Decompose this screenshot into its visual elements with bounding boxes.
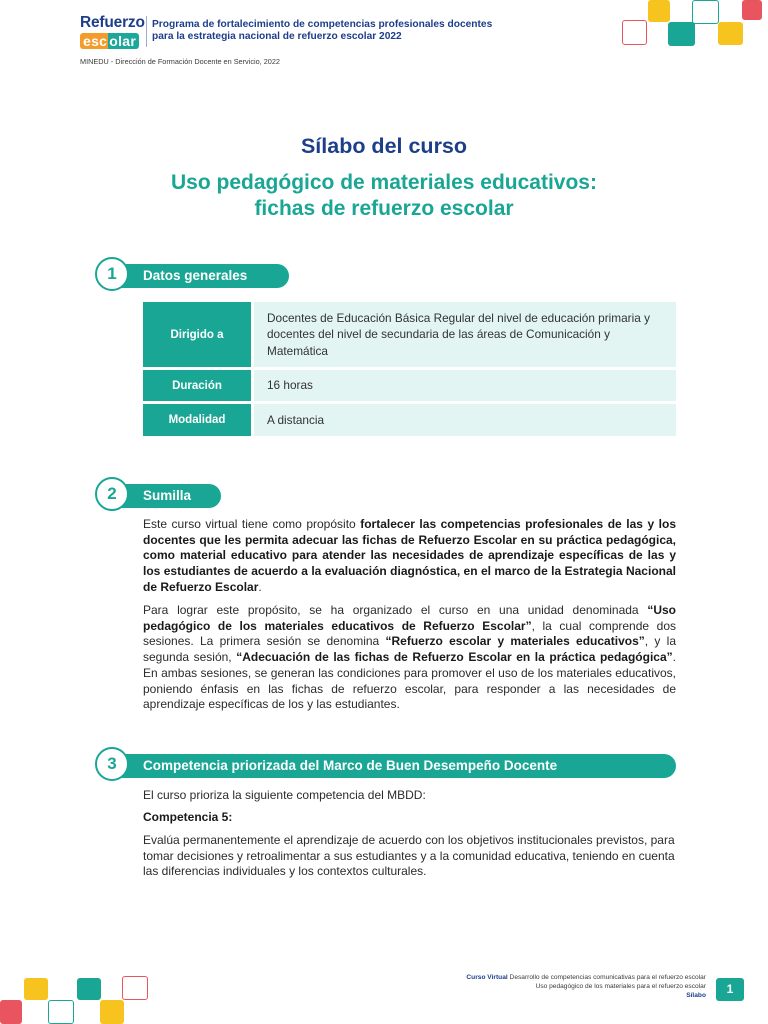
puzzle-piece-icon (122, 976, 148, 1000)
footer-course-name: Desarrollo de competencias comunicativas para el refuerzo escolar (507, 974, 706, 981)
section-label: Sumilla (143, 488, 192, 503)
puzzle-piece-icon (77, 978, 101, 1000)
page-number: 1 (716, 978, 744, 1001)
text-run: . En ambas sesiones, se generan las condiciones para promover el uso de los materiales educativos, poniendo énfasis en las fichas de refuerzo escolar, para responder a las necesidades de aprendizaje específicas de los y las estudiantes. (143, 650, 676, 712)
header-subtitle: MINEDU - Dirección de Formación Docente en Servicio, 2022 (80, 57, 280, 66)
puzzle-piece-icon (742, 0, 762, 20)
row-label: Modalidad (143, 404, 251, 436)
puzzle-piece-icon (100, 1000, 124, 1024)
row-value: 16 horas (254, 370, 676, 401)
row-label: Duración (143, 370, 251, 401)
bold-text-run: “Adecuación de las fichas de Refuerzo Escolar en la práctica pedagógica” (236, 650, 673, 665)
puzzle-piece-icon (692, 0, 719, 24)
header-divider (146, 16, 147, 47)
logo-text-bottom-a: esc (80, 33, 108, 49)
bold-text-run: “Uso pedagógico de los materiales educativos de Refuerzo Escolar” (143, 603, 676, 633)
section-label: Datos generales (143, 268, 248, 283)
bold-text-run: “Refuerzo escolar y materiales educativos” (385, 634, 645, 649)
table-row (143, 404, 676, 436)
section-number-badge: 2 (95, 477, 129, 511)
section-number-badge: 3 (95, 747, 129, 781)
bold-text-run: fortalecer las competencias profesionales de las y los docentes que les permita adecuar las fichas de Refuerzo Escolar en su práctica pedagógica, como material educativo para atender las necesidades de aprendizaje específicas de las y los estudiantes de acuerdo a la evaluación diagnóstica, en el marco de la Estrategia Nacional de Refuerzo Escolar (143, 517, 676, 594)
puzzle-piece-icon (622, 20, 647, 45)
logo-text-bottom (80, 33, 139, 50)
program-title: Programa de fortalecimiento de competencias profesionales docentes para la estrategia nacional de refuerzo escolar 2022 (152, 19, 493, 42)
footer-line-3: Sílabo (686, 992, 706, 999)
puzzle-piece-icon (668, 22, 695, 46)
course-title (0, 170, 768, 222)
course-title-line-2: fichas de refuerzo escolar (254, 197, 514, 220)
text-run: Este curso virtual tiene como propósito (143, 517, 361, 531)
sumilla-paragraph-2 (143, 603, 676, 713)
puzzle-piece-icon (718, 22, 743, 45)
general-data-table (143, 299, 676, 439)
logo-text-bottom-b: olar (108, 33, 139, 49)
text-run: , y la segunda sesión, (143, 634, 676, 665)
text-run: , la cual comprende dos sesiones. La primera sesión se denomina (143, 618, 677, 649)
text-run: Para lograr este propósito, se ha organizado el curso en una unidad denominada (143, 603, 648, 617)
footer-line-2: Uso pedagógico de los materiales para el refuerzo escolar (535, 983, 706, 990)
competencia-intro: El curso prioriza la siguiente competencia del MBDD: (143, 788, 426, 802)
course-title-line-1: Uso pedagógico de materiales educativos: (171, 171, 597, 194)
row-value: Docentes de Educación Básica Regular del nivel de educación primaria y docentes del nivel de secundaria de las áreas de Comunicación y Matemática (254, 302, 676, 367)
sumilla-paragraph-1 (143, 517, 676, 596)
puzzle-piece-icon (648, 0, 670, 22)
logo-text-top: Refuerzo (80, 14, 145, 31)
section-label: Competencia priorizada del Marco de Buen Desempeño Docente (143, 758, 558, 773)
puzzle-piece-icon (48, 1000, 74, 1024)
row-label: Dirigido a (143, 302, 251, 367)
text-run: . (258, 579, 262, 594)
table-row (143, 370, 676, 401)
document-title: Sílabo del curso (300, 134, 468, 158)
puzzle-piece-icon (0, 1000, 22, 1024)
competencia-heading: Competencia 5: (143, 810, 233, 824)
table-row (143, 302, 676, 367)
puzzle-piece-icon (24, 978, 48, 1000)
refuerzo-escolar-logo (80, 15, 144, 51)
footer-course-info (376, 973, 706, 1000)
footer-course-label: Curso Virtual (466, 974, 508, 981)
section-number-badge: 1 (95, 257, 129, 291)
row-value: A distancia (254, 404, 676, 436)
competencia-text: Evalúa permanentemente el aprendizaje de acuerdo con los objetivos institucionales previstos, para tomar decisiones y retroalimentar a sus estudiantes y a la comunidad educativa, teniendo en cuenta las diferencias individuales y los contextos culturales. (143, 833, 675, 879)
footer-line-1 (376, 973, 706, 982)
